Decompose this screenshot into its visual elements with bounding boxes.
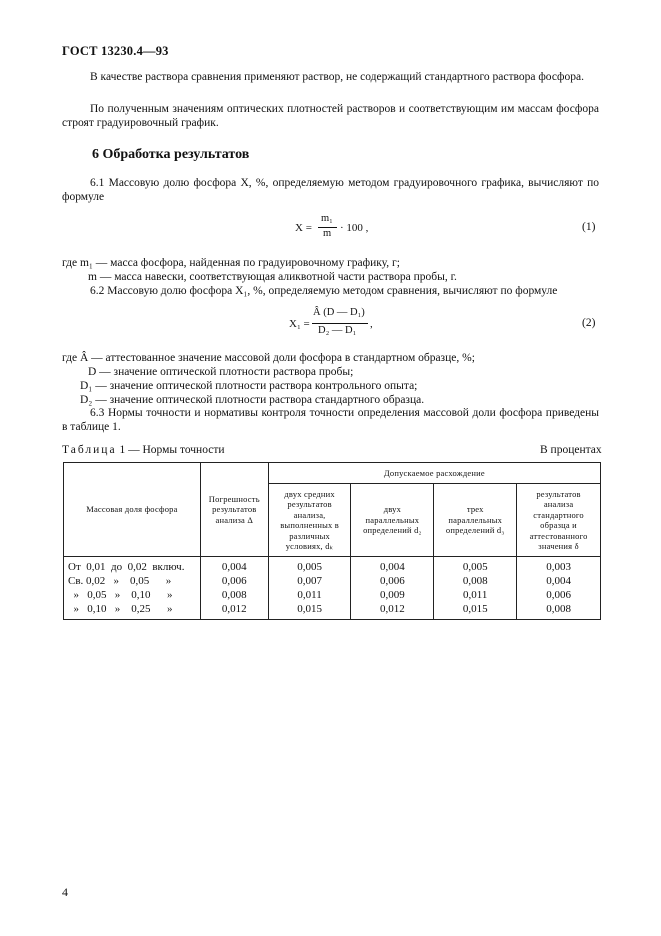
col-header-delta: результатов анализа стандартного образца и аттестованного значения δ (517, 484, 601, 557)
formula-1-rhs: · 100 , (340, 222, 369, 234)
table-caption-word: Таблица (62, 444, 117, 456)
col-header-dk: двух средних результатов анализа, выполненных в различных условиях, dₖ (268, 484, 351, 557)
cell-d3: 0,005 (434, 557, 517, 575)
document-header: ГОСТ 13230.4—93 (62, 44, 169, 58)
cell-delta: 0,006 (517, 588, 601, 602)
cell-d3: 0,008 (434, 574, 517, 588)
where-d1: D₁ — значение оптической плотности раствора контрольного опыта; (80, 380, 418, 392)
cell-error: 0,008 (200, 588, 268, 602)
cell-dk: 0,011 (268, 588, 351, 602)
table-row (64, 602, 601, 620)
col-header-mass-fraction: Массовая доля фосфора (64, 463, 201, 557)
section-title: 6 Обработка результатов (92, 147, 250, 162)
col-header-allowed-discrepancy: Допускаемое расхождение (268, 463, 600, 484)
clause-6-1-text: 6.1 Массовую долю фосфора X, %, определяемую методом градуировочного графика, вычисляют по формуле (62, 177, 599, 203)
clause-6-3-text: 6.3 Нормы точности и нормативы контроля точности определения массовой доли фосфора приведены в таблице 1. (62, 407, 599, 433)
cell-delta: 0,004 (517, 574, 601, 588)
cell-error: 0,006 (200, 574, 268, 588)
col-header-error: Погрешность результатов анализа Δ (200, 463, 268, 557)
where-d2: D₂ — значение оптической плотности раствора стандартного образца. (80, 394, 425, 406)
formula-1-number: (1) (582, 221, 596, 233)
where-a: где Â — аттестованное значение массовой доли фосфора в стандартном образце, %; (62, 352, 475, 364)
cell-delta: 0,008 (517, 602, 601, 620)
cell-dk: 0,015 (268, 602, 351, 620)
cell-dk: 0,007 (268, 574, 351, 588)
where-d: D — значение оптической плотности раствора пробы; (88, 366, 354, 378)
table-caption-title: 1 — Нормы точности (119, 444, 225, 456)
paragraph-comparison-solution: В качестве раствора сравнения применяют раствор, не содержащий стандартного раствора фосфора. (90, 71, 584, 83)
page-number: 4 (62, 885, 68, 899)
formula-2-number: (2) (582, 317, 596, 329)
cell-d3: 0,015 (434, 602, 517, 620)
cell-d2: 0,006 (351, 574, 434, 588)
formula-2-denominator: D₂ — D₁ (318, 325, 357, 336)
cell-mass: От 0,01 до 0,02 включ. (64, 557, 201, 575)
formula-1-numerator: m₁ (321, 213, 333, 224)
table-units: В процентах (540, 444, 602, 456)
table-row (64, 588, 601, 602)
where-m1: где m₁ — масса фосфора, найденная по градуировочному графику, г; (62, 257, 400, 269)
formula-2-numerator: Â (D — D₁) (313, 307, 365, 318)
formula-2-lhs: X₁ = (289, 318, 310, 330)
cell-d2: 0,004 (351, 557, 434, 575)
cell-d2: 0,012 (351, 602, 434, 620)
formula-2-rhs: , (370, 318, 373, 330)
col-header-d3: трех параллельных определений d₃ (434, 484, 517, 557)
col-header-d2: двух параллельных определений d₂ (351, 484, 434, 557)
cell-error: 0,004 (200, 557, 268, 575)
paragraph-calibration-graph: По полученным значениям оптических плотностей растворов и соответствующим им массам фосфора строят градуировочный график. (62, 103, 599, 129)
cell-dk: 0,005 (268, 557, 351, 575)
accuracy-norms-table (63, 462, 601, 620)
table-row (64, 574, 601, 588)
formula-1-lhs: X = (295, 222, 312, 234)
cell-d3: 0,011 (434, 588, 517, 602)
table-row (64, 557, 601, 575)
cell-mass: » 0,05 » 0,10 » (64, 588, 201, 602)
table-caption (62, 443, 225, 457)
where-m: m — масса навески, соответствующая аликвотной части раствора пробы, г. (88, 271, 457, 283)
formula-1-denominator: m (323, 228, 332, 239)
cell-error: 0,012 (200, 602, 268, 620)
cell-delta: 0,003 (517, 557, 601, 575)
formula-2-fraction-line (312, 323, 368, 324)
cell-d2: 0,009 (351, 588, 434, 602)
cell-mass: Св. 0,02 » 0,05 » (64, 574, 201, 588)
cell-mass: » 0,10 » 0,25 » (64, 602, 201, 620)
clause-6-2-text: 6.2 Массовую долю фосфора X₁, %, определяемую методом сравнения, вычисляют по формуле (90, 285, 558, 297)
